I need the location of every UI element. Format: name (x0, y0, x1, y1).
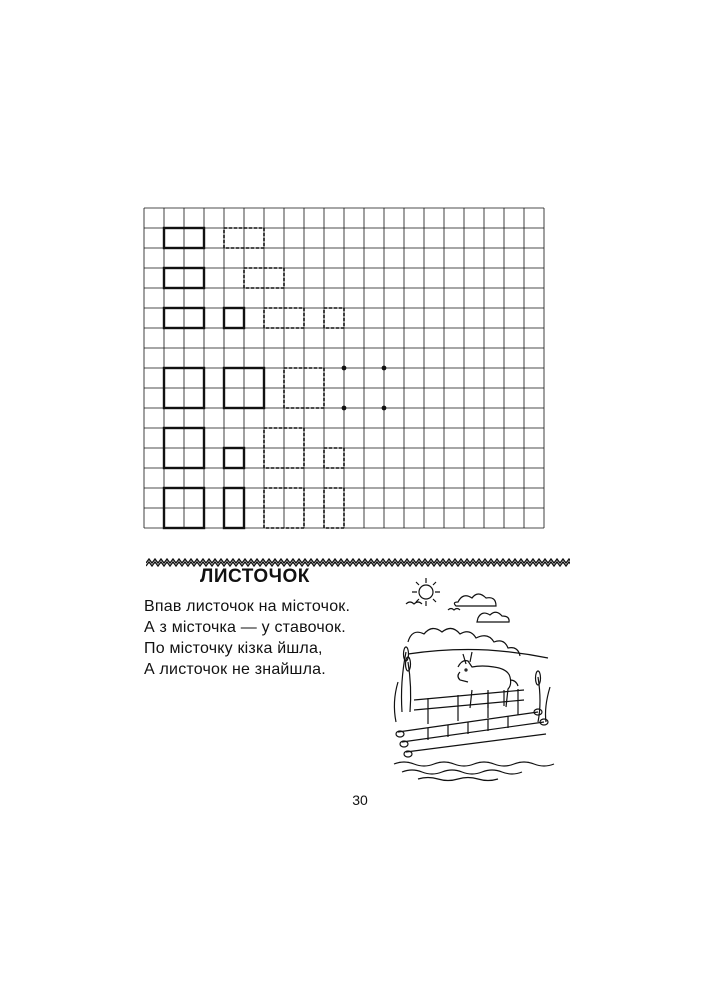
poem-line: А з місточка — у ставочок. (144, 619, 346, 636)
sample-squares (164, 228, 264, 528)
sample-square (224, 448, 244, 468)
guide-dot (342, 406, 347, 411)
page-number: 30 (352, 792, 368, 808)
tracing-square (324, 448, 344, 468)
poem-line: По місточку кізка йшла, (144, 640, 323, 657)
goat-on-bridge-illustration-icon (388, 572, 558, 782)
tracing-square (324, 308, 344, 328)
poem-text (144, 596, 350, 680)
sample-square (224, 308, 244, 328)
poem-title: ЛИСТОЧОК (200, 566, 310, 587)
guide-dot (382, 366, 387, 371)
guide-dot (342, 366, 347, 371)
guide-dot (382, 406, 387, 411)
poem-line: А листочок не знайшла. (144, 661, 326, 678)
poem-line: Впав листочок на місточок. (144, 598, 351, 615)
